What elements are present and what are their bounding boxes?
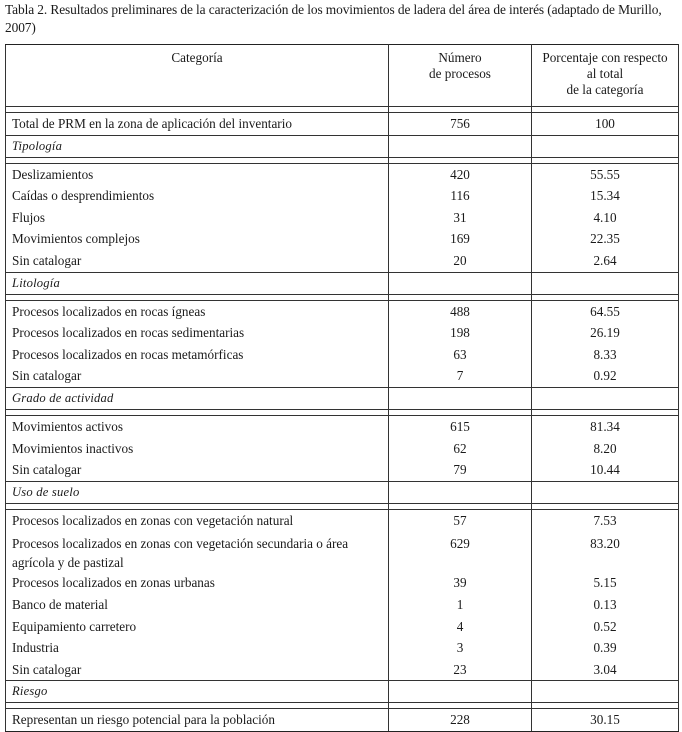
table-row (6, 344, 679, 366)
row-count: 198 (389, 322, 532, 344)
table-row (6, 616, 679, 638)
table-row (6, 709, 679, 732)
total-count: 756 (389, 113, 532, 136)
section-title: Tipología (6, 135, 389, 157)
table-row (6, 594, 679, 616)
row-count: 1 (389, 594, 532, 616)
section-title: Litología (6, 272, 389, 294)
header-categoria: Categoría (6, 45, 389, 107)
section-title: Riesgo (6, 681, 389, 703)
row-count: 629 (389, 531, 532, 572)
row-percent: 4.10 (532, 207, 679, 229)
row-count: 39 (389, 572, 532, 594)
row-label: Sin catalogar (6, 365, 389, 387)
header-porcentaje: Porcentaje con respecto al total de la categoría (532, 45, 679, 107)
empty-cell (532, 387, 679, 409)
empty-cell (389, 387, 532, 409)
row-count: 4 (389, 616, 532, 638)
table-row (6, 185, 679, 207)
header-numero: Número de procesos (389, 45, 532, 107)
row-percent: 55.55 (532, 163, 679, 185)
row-label: Deslizamientos (6, 163, 389, 185)
row-count: 79 (389, 459, 532, 481)
empty-cell (532, 272, 679, 294)
row-percent: 8.20 (532, 438, 679, 460)
row-label: Sin catalogar (6, 659, 389, 681)
section-title: Grado de actividad (6, 387, 389, 409)
table-row (6, 250, 679, 272)
row-count: 62 (389, 438, 532, 460)
table-row (6, 163, 679, 185)
row-count: 488 (389, 300, 532, 322)
row-count: 169 (389, 228, 532, 250)
total-percent: 100 (532, 113, 679, 136)
row-label: Procesos localizados en zonas con vegetación natural (6, 509, 389, 531)
row-label: Movimientos activos (6, 415, 389, 437)
row-label: Flujos (6, 207, 389, 229)
table-row (6, 207, 679, 229)
total-label: Total de PRM en la zona de aplicación del inventario (6, 113, 389, 136)
row-count: 20 (389, 250, 532, 272)
row-percent: 7.53 (532, 509, 679, 531)
section-header-row (6, 272, 679, 294)
row-percent: 83.20 (532, 531, 679, 572)
table-caption: Tabla 2. Resultados preliminares de la caracterización de los movimientos de ladera del área de interés (adaptado de Murillo, 2007) (5, 2, 662, 35)
row-label: Procesos localizados en rocas ígneas (6, 300, 389, 322)
empty-cell (532, 481, 679, 503)
table-row (6, 509, 679, 531)
table-row (6, 459, 679, 481)
table-row (6, 228, 679, 250)
row-label: Representan un riesgo potencial para la población (6, 709, 389, 732)
table-row (6, 637, 679, 659)
row-label: Banco de material (6, 594, 389, 616)
row-count: 31 (389, 207, 532, 229)
empty-cell (389, 681, 532, 703)
section-header-row (6, 135, 679, 157)
empty-cell (389, 481, 532, 503)
row-percent: 0.52 (532, 616, 679, 638)
row-percent: 26.19 (532, 322, 679, 344)
row-label: Sin catalogar (6, 250, 389, 272)
row-label: Industria (6, 637, 389, 659)
row-label: Procesos localizados en rocas sedimentarias (6, 322, 389, 344)
row-percent: 2.64 (532, 250, 679, 272)
table-row (6, 415, 679, 437)
row-count: 615 (389, 415, 532, 437)
table-body (6, 107, 679, 732)
row-count: 63 (389, 344, 532, 366)
row-percent: 10.44 (532, 459, 679, 481)
empty-cell (532, 681, 679, 703)
row-count: 7 (389, 365, 532, 387)
row-percent: 3.04 (532, 659, 679, 681)
table-row (6, 531, 679, 572)
section-title: Uso de suelo (6, 481, 389, 503)
table-row (6, 365, 679, 387)
row-count: 228 (389, 709, 532, 732)
row-percent: 0.39 (532, 637, 679, 659)
row-percent: 30.15 (532, 709, 679, 732)
row-count: 23 (389, 659, 532, 681)
row-percent: 64.55 (532, 300, 679, 322)
table-row (6, 659, 679, 681)
row-percent: 5.15 (532, 572, 679, 594)
row-label: Equipamiento carretero (6, 616, 389, 638)
row-count: 420 (389, 163, 532, 185)
row-label: Sin catalogar (6, 459, 389, 481)
empty-cell (389, 135, 532, 157)
row-percent: 0.13 (532, 594, 679, 616)
total-row (6, 113, 679, 136)
table-row (6, 572, 679, 594)
row-count: 116 (389, 185, 532, 207)
header-row (6, 45, 679, 107)
empty-cell (532, 135, 679, 157)
row-label: Procesos localizados en rocas metamórficas (6, 344, 389, 366)
row-label: Movimientos complejos (6, 228, 389, 250)
section-header-row (6, 681, 679, 703)
row-percent: 8.33 (532, 344, 679, 366)
empty-cell (389, 272, 532, 294)
section-header-row (6, 387, 679, 409)
section-header-row (6, 481, 679, 503)
row-count: 57 (389, 509, 532, 531)
row-count: 3 (389, 637, 532, 659)
table-row (6, 438, 679, 460)
table-row (6, 322, 679, 344)
results-table (5, 44, 679, 732)
row-percent: 0.92 (532, 365, 679, 387)
row-label: Procesos localizados en zonas urbanas (6, 572, 389, 594)
table-row (6, 300, 679, 322)
row-label: Caídas o desprendimientos (6, 185, 389, 207)
row-percent: 15.34 (532, 185, 679, 207)
row-label: Movimientos inactivos (6, 438, 389, 460)
row-label: Procesos localizados en zonas con vegetación secundaria o área agrícola y de pastizal (6, 531, 389, 572)
row-percent: 22.35 (532, 228, 679, 250)
row-percent: 81.34 (532, 415, 679, 437)
